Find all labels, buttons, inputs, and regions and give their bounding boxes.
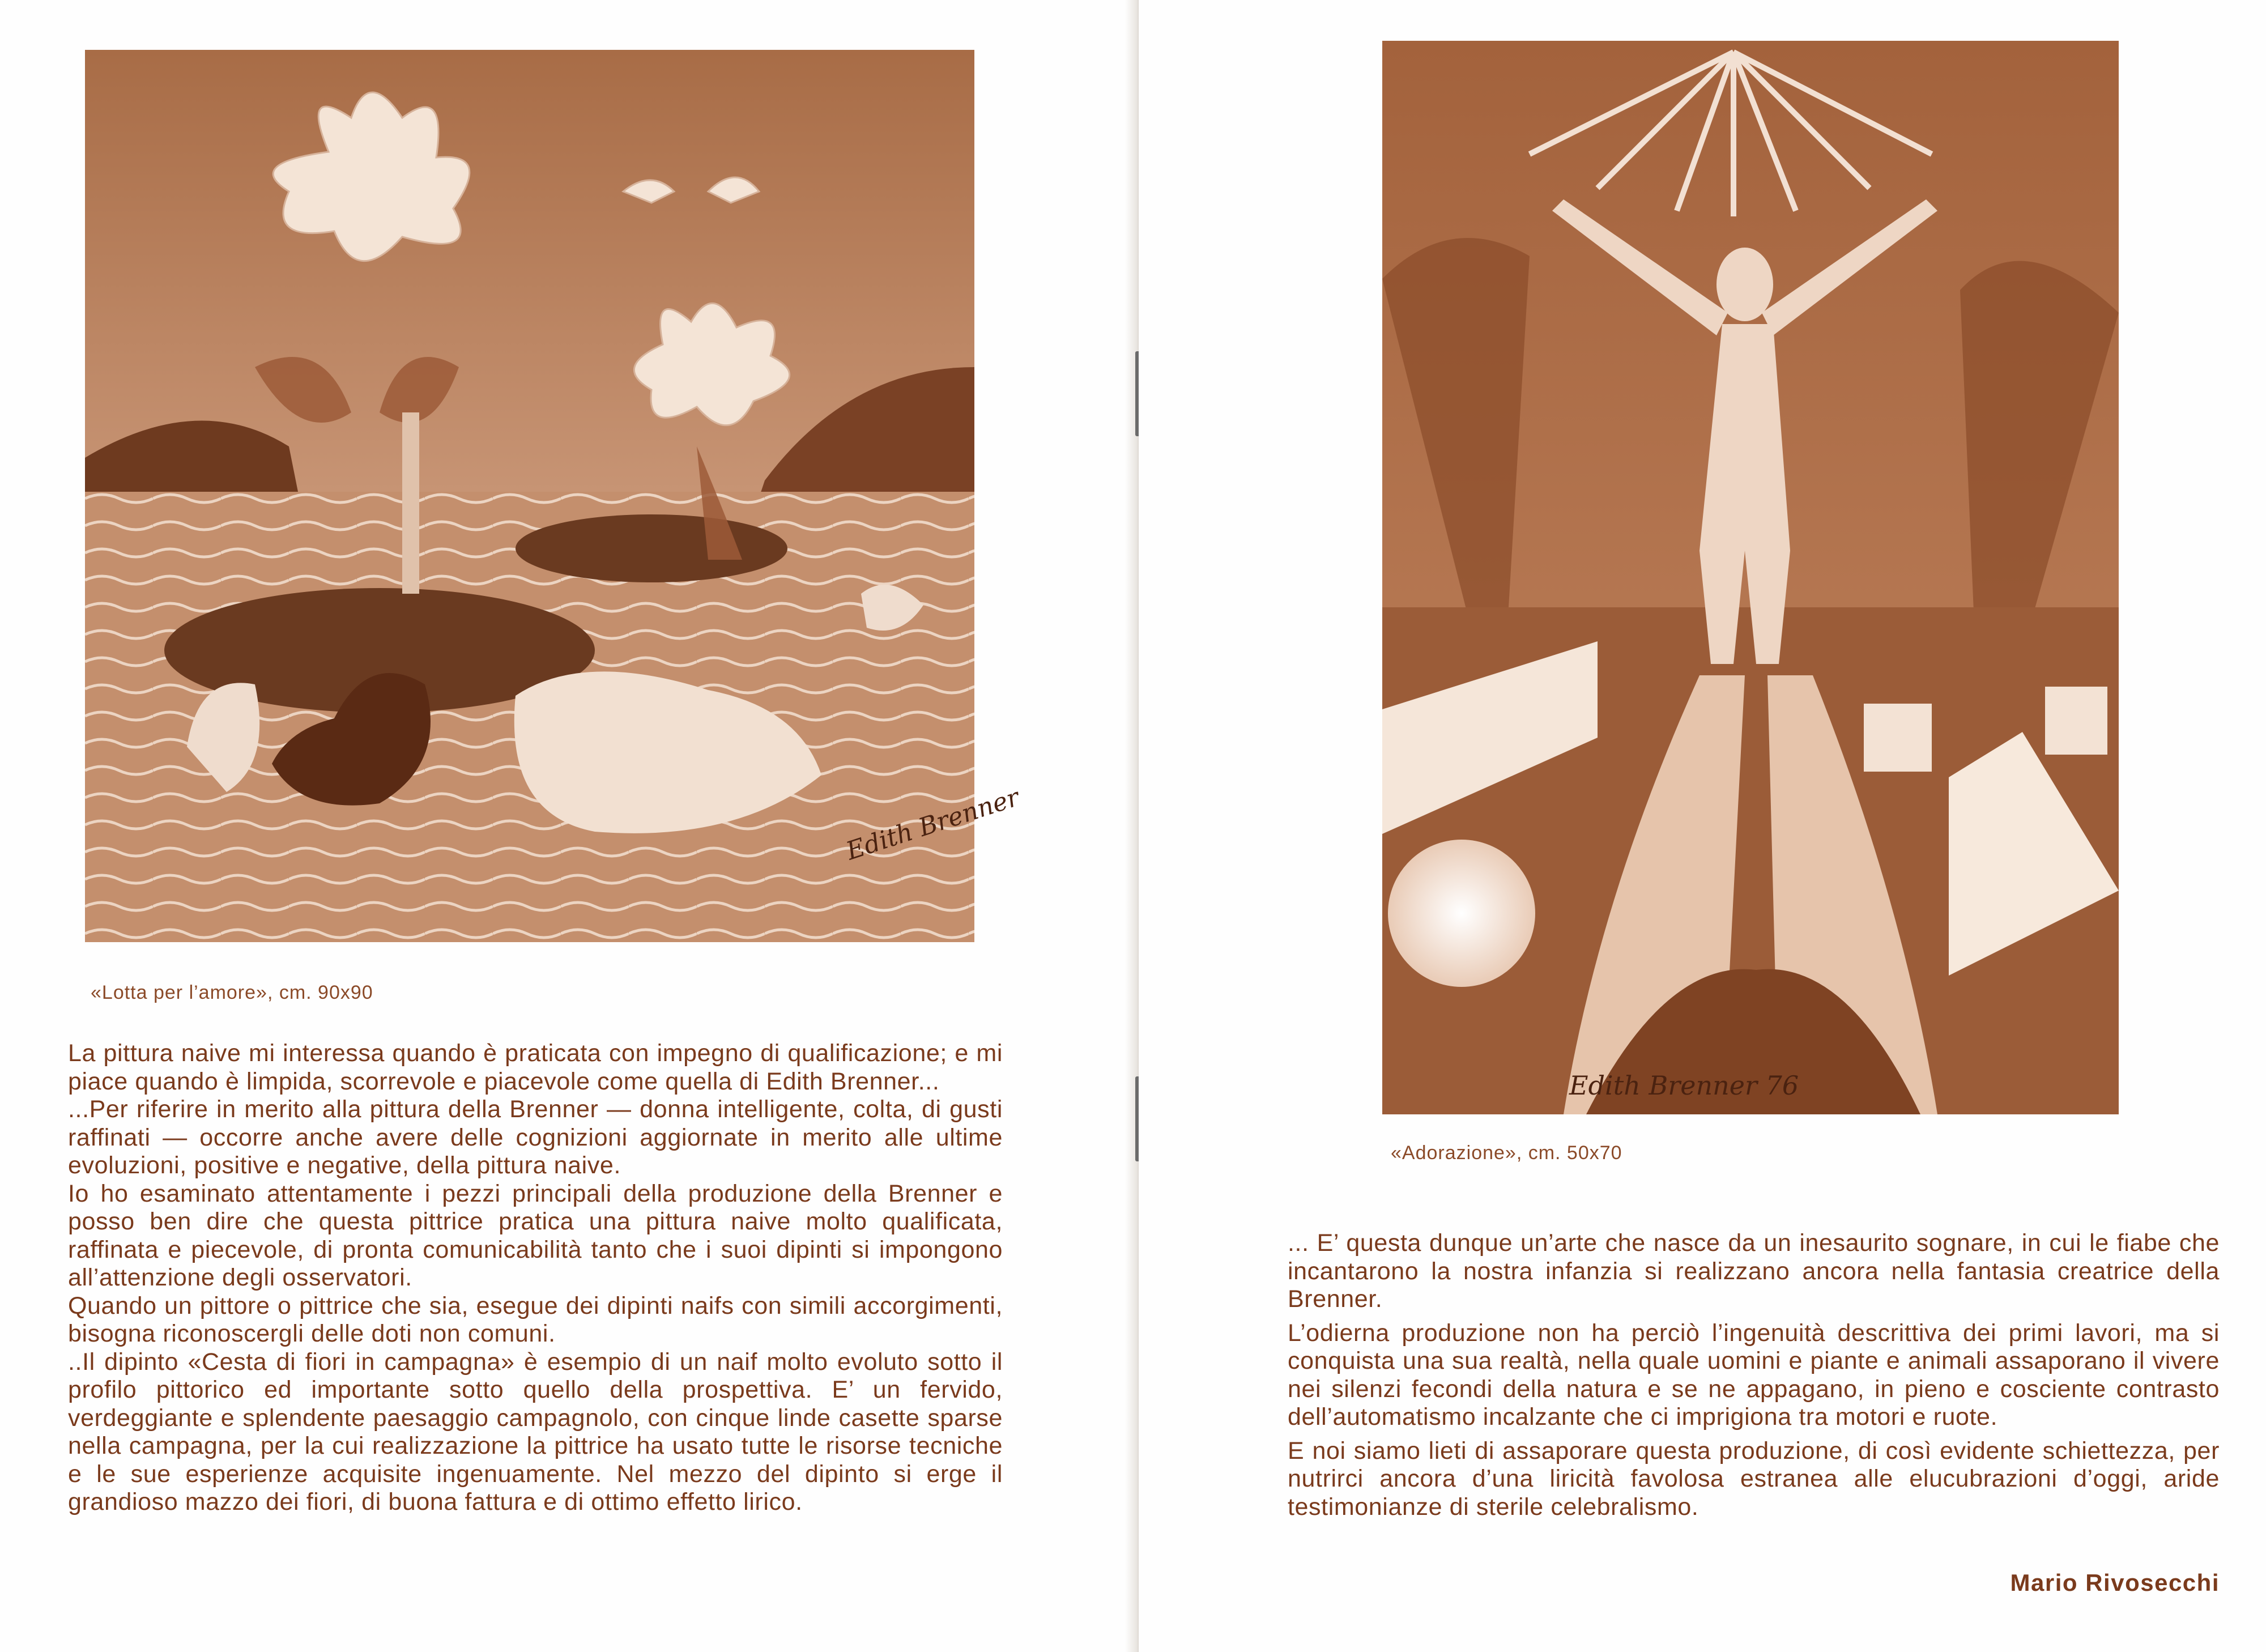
right-page <box>1139 0 2266 1652</box>
paragraph: E noi siamo lieti di assaporare questa produzione, di così evidente schiettezza, per nutrirci ancora d’una liricità favolosa estranea alle elucubrazioni d’oggi, aride testimonianze di sterile celebralismo. <box>1288 1437 2220 1521</box>
painting-signature: Edith Brenner 76 <box>1569 1070 1799 1101</box>
painting-adorazione-image <box>1382 41 2119 1114</box>
paragraph: Quando un pittore o pittrice che sia, esegue dei dipinti naifs con simili accorgimenti, bisogna riconoscergli delle doti non comuni. <box>68 1292 1003 1347</box>
painting-caption: «Adorazione», cm. 50x70 <box>1391 1142 1622 1164</box>
paragraph: La pittura naive mi interessa quando è praticata con impegno di qualificazione; e mi piace quando è limpida, scorrevole e piacevole come quella di Edith Brenner... <box>68 1040 1003 1095</box>
paragraph: Io ho esaminato attentamente i pezzi principali della produzione della Brenner e posso ben dire che questa pittrice pratica una pittura naive molto qualificata, raffinata e piecevole, di pronta comunicabilità tanto che i suoi dipinti si impongono all’attenzione degli osservatori. <box>68 1180 1003 1291</box>
paragraph: L’odierna produzione non ha perciò l’ingenuità descrittiva dei primi lavori, ma si conquista una sua realtà, nella quale uomini e piante e animali assaporano il vivere nei silenzi fecondi della natura e se ne appagano, in pieno e cosciente contrasto dell’automatismo incalzante che ci imprigiona tra motori e ruote. <box>1288 1319 2220 1430</box>
painting-signature: Edith Brenner <box>842 782 1023 866</box>
author-signature: Mario Rivosecchi <box>2010 1569 2220 1596</box>
paragraph: ...Per riferire in merito alla pittura della Brenner — donna intelligente, colta, di gusti raffinati — occorre anche avere delle cognizioni aggiornate in merito alle ultime evoluzioni, positive e negative, della pittura naive. <box>68 1096 1003 1179</box>
essay-text <box>1288 1229 2220 1527</box>
painting-adorazione <box>1382 41 2119 1114</box>
painting-lotta-image <box>85 50 1023 942</box>
paragraph: ... E’ questa dunque un’arte che nasce da un inesaurito sognare, in cui le fiabe che incantarono la nostra infanzia si realizzano ancora nella fantasia creatrice della Brenner. <box>1288 1229 2220 1313</box>
essay-text <box>68 1040 1003 1517</box>
paragraph: ..Il dipinto «Cesta di fiori in campagna» è esempio di un naif molto evoluto sotto il profilo pittorico ed importante sotto quello della prospettiva. E’ un fervido, verdeggiante e splendente paesaggio campagnolo, con cinque linde casette sparse nella campagna, per la cui realizzazione la pittrice ha usato tutte le risorse tecniche e le sue esperienze acquisite ingenuamente. Nel mezzo del dipinto si erge il grandioso mazzo dei fiori, di buona fattura e di ottimo effetto lirico. <box>68 1348 1003 1515</box>
painting-caption: «Lotta per l’amore», cm. 90x90 <box>91 982 373 1003</box>
painting-lotta-per-lamore <box>85 50 1023 942</box>
